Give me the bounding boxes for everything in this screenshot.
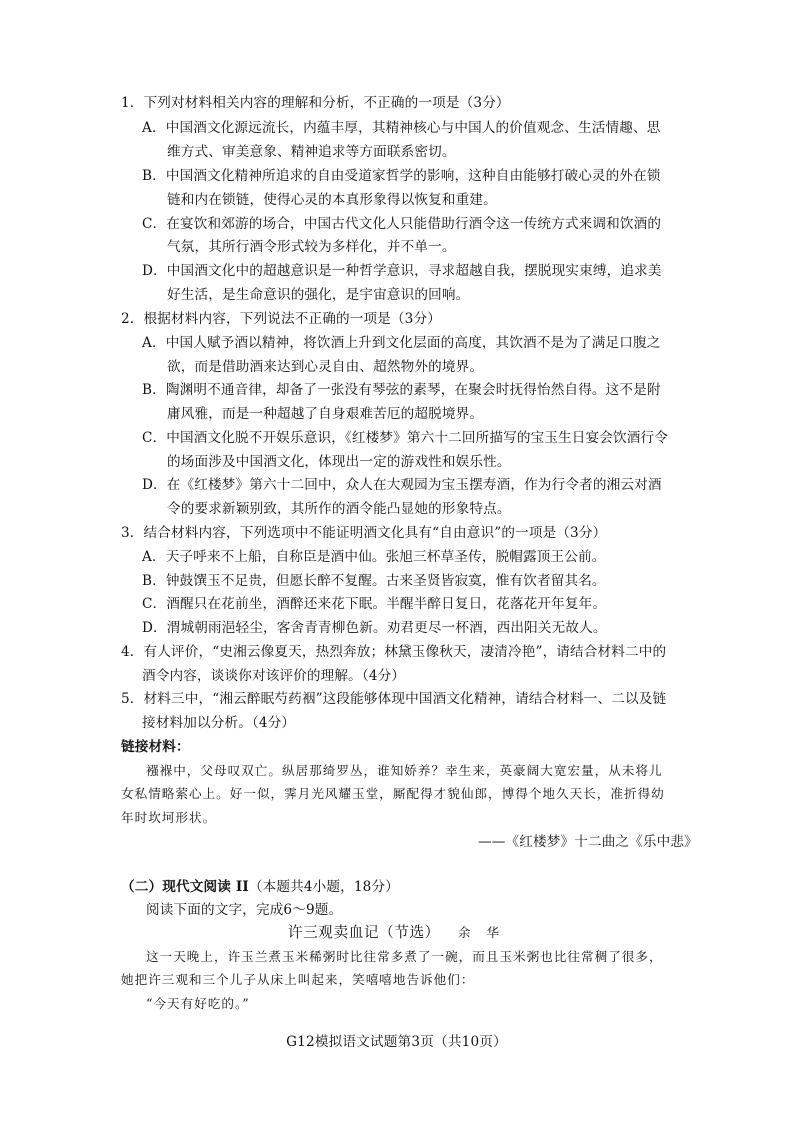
question-1-option-a: A．中国酒文化源远流长，内蕴丰厚，其精神核心与中国人的价值观念、生活情趣、思 — [142, 120, 661, 136]
question-2-option-c-cont: 的场面涉及中国酒文化，体现出一定的游戏性和娱乐性。 — [167, 454, 511, 470]
link-material-line: 年时坎坷形状。 — [121, 810, 217, 825]
reading-instruction: 阅读下面的文字，完成6～9题。 — [146, 902, 343, 918]
question-3-option-c: C．酒醒只在花前坐，酒醉还来花下眠。半醒半醉日复日，花落花开年复年。 — [142, 596, 607, 612]
question-2-option-b: B．陶渊明不通音律，却备了一张没有琴弦的素琴，在聚会时抚得怡然自得。这不是附 — [142, 382, 661, 398]
question-1-option-d: D．中国酒文化中的超越意识是一种哲学意识，寻求超越自我，摆脱现实束缚，追求美 — [142, 263, 662, 279]
question-1-option-d-cont: 好生活，是生命意识的强化，是宇宙意识的回响。 — [167, 287, 470, 303]
question-1-option-b-cont: 链和内在锁链，使得心灵的本真形象得以恢复和重建。 — [167, 192, 497, 208]
passage-title: 许三观卖血记（节选） — [287, 924, 440, 941]
section-heading — [121, 878, 399, 896]
question-2-option-d-cont: 令的要求新颖别致，其所作的酒令能凸显她的形象特点。 — [167, 501, 511, 517]
link-material-heading: 链接材料： — [121, 739, 190, 755]
question-2-option-b-cont: 庸风雅，而是一种超越了自身艰难苦厄的超脱境界。 — [167, 406, 484, 422]
question-1-option-c-cont: 气氛，其所行酒令形式较为多样化，并不单一。 — [167, 239, 456, 255]
question-1-stem: 1．下列对材料相关内容的理解和分析，不正确的一项是（3分） — [121, 95, 510, 111]
question-3-stem: 3．结合材料内容，下列选项中不能证明酒文化具有“自由意识”的一项是（3分） — [121, 525, 607, 541]
passage-paragraph: 她把许三观和三个儿子从床上叫起来，笑嘻嘻地告诉他们： — [121, 972, 475, 987]
question-1-option-c: C．在宴饮和郊游的场合，中国古代文化人只能借助行酒令这一传统方式来调和饮酒的 — [142, 216, 662, 232]
passage-paragraph: “今天有好吃的。” — [146, 996, 250, 1011]
question-2-option-c: C．中国酒文化脱不开娱乐意识，《红楼梦》第六十二回所描写的宝玉生日宴会饮酒行令 — [142, 430, 669, 446]
question-5-stem-cont: 接材料加以分析。（4分） — [142, 715, 296, 731]
section-title: （二）现代文阅读 II — [121, 879, 249, 895]
question-2-stem: 2．根据材料内容，下列说法不正确的一项是（3分） — [121, 311, 441, 327]
question-1-option-a-cont: 维方式、审美意象、精神追求等方面联系密切。 — [167, 144, 456, 160]
question-2-option-a: A．中国人赋予酒以精神，将饮酒上升到文化层面的高度，其饮酒不是为了满足口腹之 — [142, 335, 661, 351]
passage-author: 余 华 — [457, 925, 506, 940]
question-4-stem-cont: 酒令内容，谈谈你对该评价的理解。（4分） — [142, 668, 406, 684]
question-1-option-b: B．中国酒文化精神所追求的自由受道家哲学的影响，这种自由能够打破心灵的外在锁 — [142, 168, 661, 184]
link-material-line: 女私情略萦心上。好一似，霁月光风耀玉堂，厮配得才貌仙郎，博得个地久天长，准折得幼 — [121, 786, 665, 801]
question-3-option-d: D．渭城朝雨浥轻尘，客舍青青柳色新。劝君更尽一杯酒，西出阳关无故人。 — [142, 620, 607, 636]
question-2-option-a-cont: 欲，而是借助酒来达到心灵自由、超然物外的境界。 — [167, 359, 484, 375]
section-note: （本题共4小题，18分） — [248, 879, 399, 895]
question-3-option-a: A．天子呼来不上船，自称臣是酒中仙。张旭三杯草圣传，脱帽露顶王公前。 — [142, 549, 606, 565]
link-material-line: 襁褓中，父母叹双亡。纵居那绮罗丛，谁知娇养？幸生来，英豪阔大宽宏量，从未将儿 — [146, 763, 663, 778]
question-5-stem: 5．材料三中，“湘云醉眠芍药裀”这段能够体现中国酒文化精神，请结合材料一、二以及链 — [121, 691, 667, 707]
question-3-option-b: B．钟鼓馔玉不足贵，但愿长醉不复醒。古来圣贤皆寂寞，惟有饮者留其名。 — [142, 573, 606, 589]
question-2-option-d: D．在《红楼梦》第六十二回中，众人在大观园为宝玉摆寿酒，作为行令者的湘云对酒 — [142, 477, 662, 493]
question-4-stem: 4．有人评价，“史湘云像夏天，热烈奔放；林黛玉像秋天，凄清冷艳”，请结合材料二中的 — [121, 644, 667, 660]
link-material-source: ——《红楼梦》十二曲之《乐中悲》 — [478, 834, 698, 850]
passage-title-line — [0, 924, 793, 942]
page-footer: G12模拟语文试题第3页（共10页） — [286, 1034, 507, 1050]
passage-paragraph: 这一天晚上，许玉兰煮玉米稀粥时比往常多煮了一碗，而且玉米粥也比往常稠了很多， — [146, 949, 663, 964]
